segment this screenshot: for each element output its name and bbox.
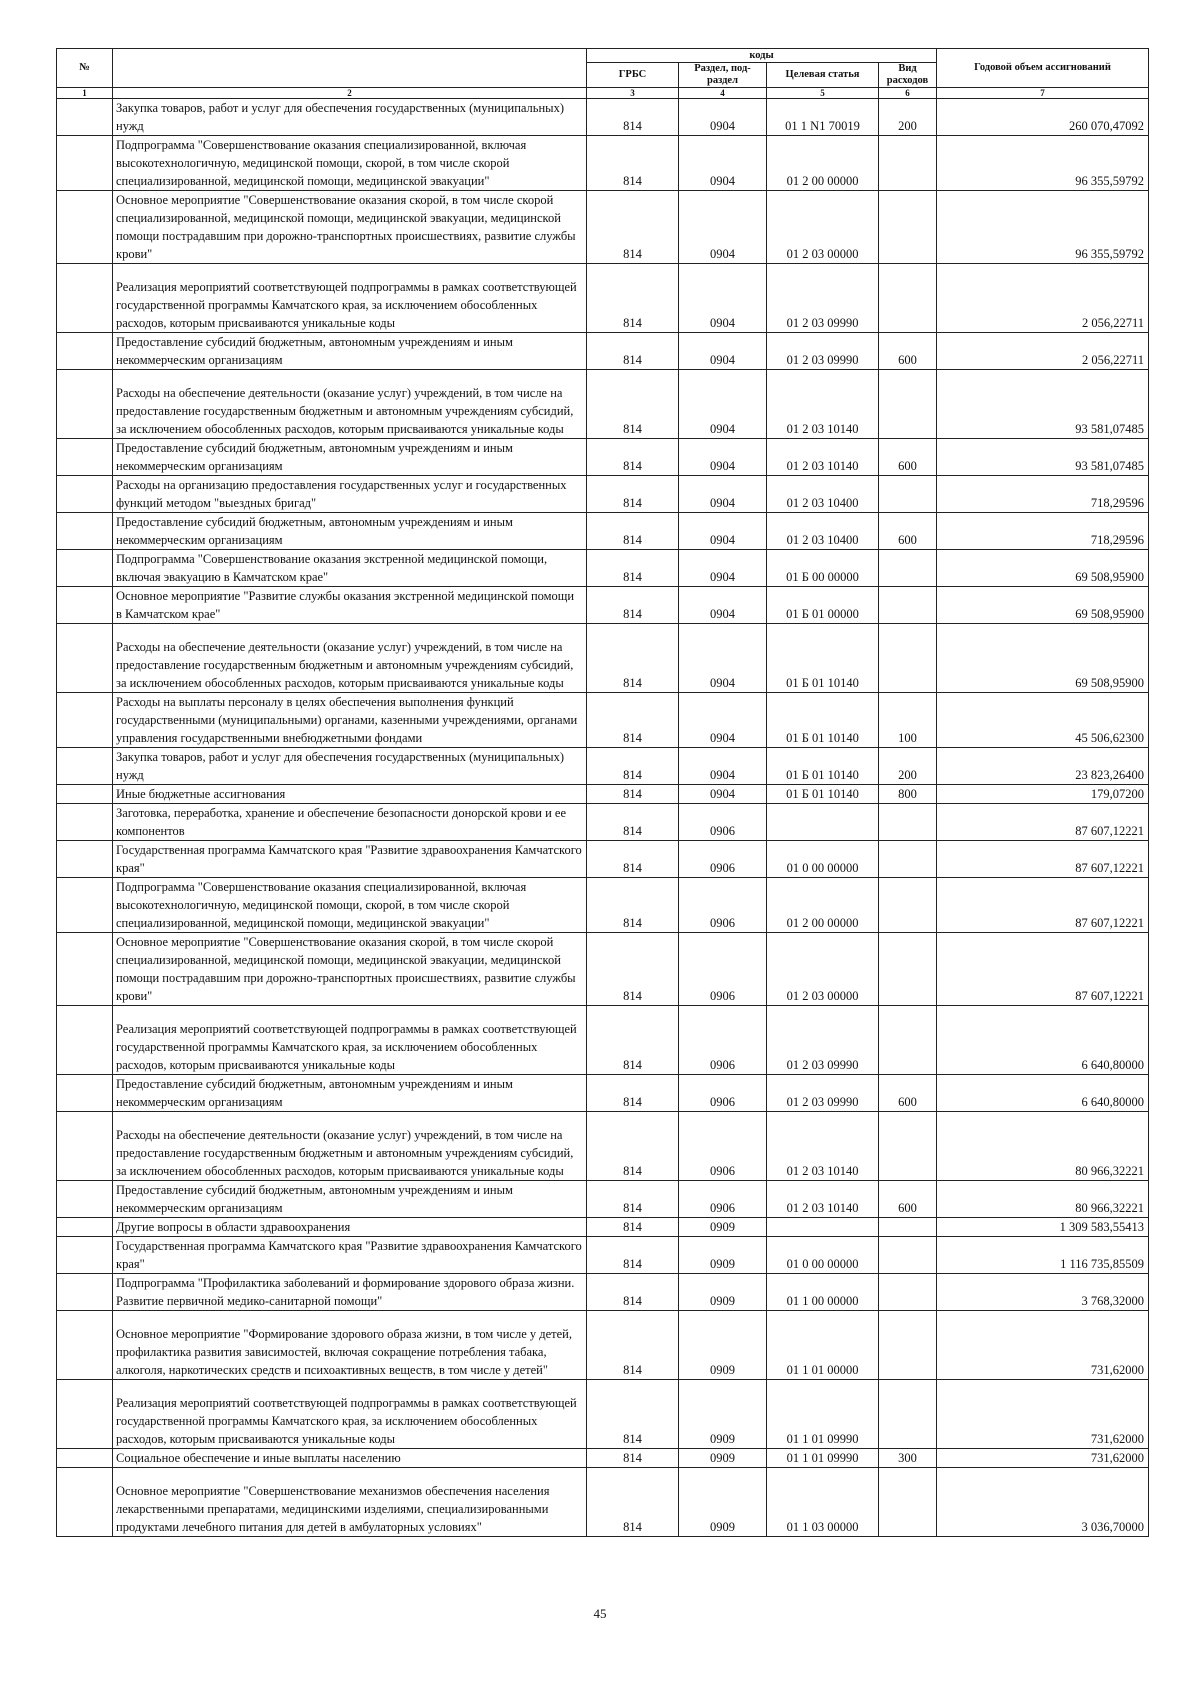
cell-description: Закупка товаров, работ и услуг для обеспечения государственных (муниципальных) нужд bbox=[113, 99, 587, 136]
cell-target-article: 01 0 00 00000 bbox=[767, 1237, 879, 1274]
cell-expense-type: 200 bbox=[879, 99, 937, 136]
cell-razdel: 0906 bbox=[679, 1006, 767, 1075]
cell-grbs: 814 bbox=[587, 693, 679, 748]
cell-description: Расходы на выплаты персоналу в целях обеспечения выполнения функций государственными (муниципальными) органами, казенными учреждениями, органами управления государственными внебюджетными фондами bbox=[113, 693, 587, 748]
cell-target-article: 01 1 03 00000 bbox=[767, 1468, 879, 1537]
cell-razdel: 0904 bbox=[679, 693, 767, 748]
cell-grbs: 814 bbox=[587, 191, 679, 264]
cell-expense-type: 600 bbox=[879, 513, 937, 550]
cell-target-article: 01 Б 01 00000 bbox=[767, 587, 879, 624]
cell-grbs: 814 bbox=[587, 476, 679, 513]
table-row bbox=[57, 785, 1149, 804]
cell-no bbox=[57, 1218, 113, 1237]
cell-expense-type bbox=[879, 264, 937, 333]
cell-grbs: 814 bbox=[587, 513, 679, 550]
cell-no bbox=[57, 1181, 113, 1218]
cell-description: Основное мероприятие "Формирование здорового образа жизни, в том числе у детей, профилактика развития зависимостей, включая сокращение потребления табака, алкоголя, наркотических средств и психоактивных веществ, в том числе у детей" bbox=[113, 1311, 587, 1380]
table-body bbox=[57, 99, 1149, 1537]
cell-description: Иные бюджетные ассигнования bbox=[113, 785, 587, 804]
cell-grbs: 814 bbox=[587, 1311, 679, 1380]
table-row bbox=[57, 748, 1149, 785]
cell-amount: 260 070,47092 bbox=[937, 99, 1149, 136]
cell-amount: 87 607,12221 bbox=[937, 804, 1149, 841]
cell-expense-type bbox=[879, 1311, 937, 1380]
cell-grbs: 814 bbox=[587, 439, 679, 476]
cell-amount: 69 508,95900 bbox=[937, 624, 1149, 693]
cell-description: Подпрограмма "Совершенствование оказания специализированной, включая высокотехнологичную, медицинской помощи, скорой, в том числе скорой специализированной, медицинской помощи, медицинской эвакуации" bbox=[113, 878, 587, 933]
cell-razdel: 0906 bbox=[679, 1112, 767, 1181]
cell-amount: 87 607,12221 bbox=[937, 841, 1149, 878]
header-amount: Годовой объем ассигнований bbox=[937, 49, 1149, 88]
cell-no bbox=[57, 550, 113, 587]
table-row bbox=[57, 1075, 1149, 1112]
cell-target-article: 01 0 00 00000 bbox=[767, 841, 879, 878]
cell-expense-type: 600 bbox=[879, 333, 937, 370]
header-description bbox=[113, 49, 587, 88]
cell-expense-type bbox=[879, 476, 937, 513]
cell-grbs: 814 bbox=[587, 804, 679, 841]
table-row bbox=[57, 476, 1149, 513]
cell-amount: 718,29596 bbox=[937, 513, 1149, 550]
cell-amount: 731,62000 bbox=[937, 1311, 1149, 1380]
cell-razdel: 0904 bbox=[679, 476, 767, 513]
page-number: 45 bbox=[593, 1606, 607, 1621]
header-target-article: Целевая статья bbox=[767, 63, 879, 88]
cell-expense-type bbox=[879, 933, 937, 1006]
cell-grbs: 814 bbox=[587, 1218, 679, 1237]
cell-amount: 731,62000 bbox=[937, 1380, 1149, 1449]
cell-description: Расходы на обеспечение деятельности (оказание услуг) учреждений, в том числе на предоставление государственным бюджетным и автономным учреждениям субсидий, за исключением обособленных расходов, которым присваиваются уникальные коды bbox=[113, 1112, 587, 1181]
cell-target-article: 01 2 03 09990 bbox=[767, 1075, 879, 1112]
cell-target-article: 01 Б 01 10140 bbox=[767, 624, 879, 693]
table-row bbox=[57, 624, 1149, 693]
cell-expense-type bbox=[879, 624, 937, 693]
cell-razdel: 0906 bbox=[679, 1075, 767, 1112]
cell-razdel: 0909 bbox=[679, 1218, 767, 1237]
cell-grbs: 814 bbox=[587, 370, 679, 439]
cell-no bbox=[57, 1311, 113, 1380]
cell-amount: 45 506,62300 bbox=[937, 693, 1149, 748]
cell-target-article: 01 Б 01 10140 bbox=[767, 748, 879, 785]
cell-target-article: 01 Б 01 10140 bbox=[767, 693, 879, 748]
table-row bbox=[57, 1311, 1149, 1380]
cell-no bbox=[57, 1006, 113, 1075]
header-razdel: Раздел, под-раздел bbox=[679, 63, 767, 88]
cell-grbs: 814 bbox=[587, 1112, 679, 1181]
cell-grbs: 814 bbox=[587, 1274, 679, 1311]
header-grbs: ГРБС bbox=[587, 63, 679, 88]
colnum-5: 5 bbox=[767, 88, 879, 99]
table-row bbox=[57, 439, 1149, 476]
cell-amount: 96 355,59792 bbox=[937, 136, 1149, 191]
cell-amount: 6 640,80000 bbox=[937, 1075, 1149, 1112]
cell-razdel: 0906 bbox=[679, 1181, 767, 1218]
table-row bbox=[57, 1274, 1149, 1311]
cell-razdel: 0906 bbox=[679, 804, 767, 841]
cell-description: Основное мероприятие "Совершенствование оказания скорой, в том числе скорой специализированной, медицинской помощи, медицинской эвакуации, медицинской помощи пострадавшим при дорожно-транспортных происшествиях, развитие службы крови" bbox=[113, 933, 587, 1006]
cell-expense-type: 600 bbox=[879, 1075, 937, 1112]
cell-razdel: 0904 bbox=[679, 264, 767, 333]
cell-no bbox=[57, 624, 113, 693]
cell-target-article: 01 2 03 09990 bbox=[767, 264, 879, 333]
colnum-7: 7 bbox=[937, 88, 1149, 99]
table-row bbox=[57, 1449, 1149, 1468]
cell-no bbox=[57, 333, 113, 370]
cell-no bbox=[57, 878, 113, 933]
cell-razdel: 0904 bbox=[679, 513, 767, 550]
cell-razdel: 0909 bbox=[679, 1311, 767, 1380]
cell-amount: 731,62000 bbox=[937, 1449, 1149, 1468]
cell-description: Государственная программа Камчатского края "Развитие здравоохранения Камчатского края" bbox=[113, 1237, 587, 1274]
cell-target-article: 01 2 03 10400 bbox=[767, 476, 879, 513]
cell-razdel: 0904 bbox=[679, 99, 767, 136]
cell-amount: 1 116 735,85509 bbox=[937, 1237, 1149, 1274]
table-row bbox=[57, 264, 1149, 333]
cell-no bbox=[57, 513, 113, 550]
cell-description: Реализация мероприятий соответствующей подпрограммы в рамках соответствующей государственной программы Камчатского края, за исключением обособленных расходов, которым присваиваются уникальные коды bbox=[113, 1006, 587, 1075]
cell-razdel: 0909 bbox=[679, 1274, 767, 1311]
cell-amount: 3 768,32000 bbox=[937, 1274, 1149, 1311]
cell-grbs: 814 bbox=[587, 550, 679, 587]
cell-no bbox=[57, 587, 113, 624]
table-row bbox=[57, 1218, 1149, 1237]
cell-razdel: 0904 bbox=[679, 748, 767, 785]
cell-description: Основное мероприятие "Совершенствование оказания скорой, в том числе скорой специализированной, медицинской помощи, медицинской эвакуации, медицинской помощи пострадавшим при дорожно-транспортных происшествиях, развитие службы крови" bbox=[113, 191, 587, 264]
cell-grbs: 814 bbox=[587, 99, 679, 136]
cell-target-article: 01 1 00 00000 bbox=[767, 1274, 879, 1311]
cell-target-article bbox=[767, 804, 879, 841]
cell-grbs: 814 bbox=[587, 878, 679, 933]
header-no: № bbox=[57, 49, 113, 88]
cell-razdel: 0909 bbox=[679, 1237, 767, 1274]
cell-description: Заготовка, переработка, хранение и обеспечение безопасности донорской крови и ее компонентов bbox=[113, 804, 587, 841]
cell-expense-type bbox=[879, 841, 937, 878]
cell-target-article: 01 2 03 09990 bbox=[767, 333, 879, 370]
cell-grbs: 814 bbox=[587, 1237, 679, 1274]
budget-table bbox=[56, 48, 1149, 1537]
cell-description: Подпрограмма "Совершенствование оказания экстренной медицинской помощи, включая эвакуацию в Камчатском крае" bbox=[113, 550, 587, 587]
cell-grbs: 814 bbox=[587, 748, 679, 785]
cell-description: Подпрограмма "Совершенствование оказания специализированной, включая высокотехнологичную, медицинской помощи, скорой, в том числе скорой специализированной, медицинской помощи, медицинской эвакуации" bbox=[113, 136, 587, 191]
cell-amount: 87 607,12221 bbox=[937, 878, 1149, 933]
cell-target-article: 01 2 03 10400 bbox=[767, 513, 879, 550]
cell-description: Предоставление субсидий бюджетным, автономным учреждениям и иным некоммерческим организациям bbox=[113, 513, 587, 550]
cell-description: Реализация мероприятий соответствующей подпрограммы в рамках соответствующей государственной программы Камчатского края, за исключением обособленных расходов, которым присваиваются уникальные коды bbox=[113, 1380, 587, 1449]
cell-grbs: 814 bbox=[587, 841, 679, 878]
cell-amount: 6 640,80000 bbox=[937, 1006, 1149, 1075]
cell-razdel: 0909 bbox=[679, 1468, 767, 1537]
cell-no bbox=[57, 1237, 113, 1274]
cell-expense-type bbox=[879, 136, 937, 191]
cell-amount: 96 355,59792 bbox=[937, 191, 1149, 264]
cell-description: Основное мероприятие "Совершенствование механизмов обеспечения населения лекарственными препаратами, медицинскими изделиями, специализированными продуктами лечебного питания для детей в амбулаторных условиях" bbox=[113, 1468, 587, 1537]
cell-expense-type: 600 bbox=[879, 439, 937, 476]
cell-amount: 87 607,12221 bbox=[937, 933, 1149, 1006]
cell-expense-type: 600 bbox=[879, 1181, 937, 1218]
colnum-1: 1 bbox=[57, 88, 113, 99]
cell-expense-type bbox=[879, 550, 937, 587]
table-row bbox=[57, 370, 1149, 439]
cell-target-article: 01 1 N1 70019 bbox=[767, 99, 879, 136]
table-row bbox=[57, 99, 1149, 136]
cell-no bbox=[57, 748, 113, 785]
cell-grbs: 814 bbox=[587, 264, 679, 333]
cell-razdel: 0906 bbox=[679, 841, 767, 878]
cell-amount: 93 581,07485 bbox=[937, 370, 1149, 439]
cell-expense-type bbox=[879, 1006, 937, 1075]
cell-description: Реализация мероприятий соответствующей подпрограммы в рамках соответствующей государственной программы Камчатского края, за исключением обособленных расходов, которым присваиваются уникальные коды bbox=[113, 264, 587, 333]
cell-amount: 23 823,26400 bbox=[937, 748, 1149, 785]
cell-no bbox=[57, 370, 113, 439]
table-row bbox=[57, 1380, 1149, 1449]
cell-target-article: 01 2 03 00000 bbox=[767, 191, 879, 264]
cell-expense-type: 200 bbox=[879, 748, 937, 785]
table-row bbox=[57, 550, 1149, 587]
cell-target-article: 01 Б 01 10140 bbox=[767, 785, 879, 804]
cell-description: Расходы на обеспечение деятельности (оказание услуг) учреждений, в том числе на предоставление государственным бюджетным и автономным учреждениям субсидий, за исключением обособленных расходов, которым присваиваются уникальные коды bbox=[113, 370, 587, 439]
cell-razdel: 0904 bbox=[679, 624, 767, 693]
table-row bbox=[57, 804, 1149, 841]
cell-no bbox=[57, 693, 113, 748]
cell-expense-type bbox=[879, 1112, 937, 1181]
colnum-6: 6 bbox=[879, 88, 937, 99]
colnum-3: 3 bbox=[587, 88, 679, 99]
header-codes: коды bbox=[587, 49, 937, 63]
cell-description: Предоставление субсидий бюджетным, автономным учреждениям и иным некоммерческим организациям bbox=[113, 439, 587, 476]
table-header bbox=[57, 49, 1149, 99]
table-row bbox=[57, 1006, 1149, 1075]
cell-target-article: 01 1 01 09990 bbox=[767, 1449, 879, 1468]
cell-razdel: 0904 bbox=[679, 370, 767, 439]
cell-description: Расходы на обеспечение деятельности (оказание услуг) учреждений, в том числе на предоставление государственным бюджетным и автономным учреждениям субсидий, за исключением обособленных расходов, которым присваиваются уникальные коды bbox=[113, 624, 587, 693]
cell-description: Предоставление субсидий бюджетным, автономным учреждениям и иным некоммерческим организациям bbox=[113, 1181, 587, 1218]
cell-no bbox=[57, 439, 113, 476]
cell-amount: 69 508,95900 bbox=[937, 587, 1149, 624]
cell-expense-type: 100 bbox=[879, 693, 937, 748]
cell-amount: 2 056,22711 bbox=[937, 264, 1149, 333]
cell-target-article: 01 2 03 10140 bbox=[767, 1112, 879, 1181]
cell-target-article: 01 Б 00 00000 bbox=[767, 550, 879, 587]
colnum-2: 2 bbox=[113, 88, 587, 99]
cell-target-article: 01 2 00 00000 bbox=[767, 878, 879, 933]
table-row bbox=[57, 136, 1149, 191]
cell-expense-type bbox=[879, 804, 937, 841]
cell-description: Социальное обеспечение и иные выплаты населению bbox=[113, 1449, 587, 1468]
cell-razdel: 0909 bbox=[679, 1380, 767, 1449]
cell-grbs: 814 bbox=[587, 933, 679, 1006]
header-expense-type: Вид расходов bbox=[879, 63, 937, 88]
cell-razdel: 0904 bbox=[679, 136, 767, 191]
cell-description: Подпрограмма "Профилактика заболеваний и формирование здорового образа жизни. Развитие первичной медико-санитарной помощи" bbox=[113, 1274, 587, 1311]
cell-no bbox=[57, 1075, 113, 1112]
cell-description: Основное мероприятие "Развитие службы оказания экстренной медицинской помощи в Камчатском крае" bbox=[113, 587, 587, 624]
cell-no bbox=[57, 136, 113, 191]
cell-grbs: 814 bbox=[587, 624, 679, 693]
cell-description: Закупка товаров, работ и услуг для обеспечения государственных (муниципальных) нужд bbox=[113, 748, 587, 785]
cell-grbs: 814 bbox=[587, 1449, 679, 1468]
table-row bbox=[57, 513, 1149, 550]
cell-no bbox=[57, 1274, 113, 1311]
cell-grbs: 814 bbox=[587, 136, 679, 191]
cell-description: Государственная программа Камчатского края "Развитие здравоохранения Камчатского края" bbox=[113, 841, 587, 878]
cell-no bbox=[57, 191, 113, 264]
cell-expense-type bbox=[879, 191, 937, 264]
cell-expense-type bbox=[879, 370, 937, 439]
cell-no bbox=[57, 264, 113, 333]
table-row bbox=[57, 191, 1149, 264]
cell-razdel: 0906 bbox=[679, 878, 767, 933]
cell-target-article: 01 1 01 00000 bbox=[767, 1311, 879, 1380]
cell-grbs: 814 bbox=[587, 587, 679, 624]
cell-razdel: 0906 bbox=[679, 933, 767, 1006]
cell-grbs: 814 bbox=[587, 1075, 679, 1112]
table-row bbox=[57, 693, 1149, 748]
cell-amount: 179,07200 bbox=[937, 785, 1149, 804]
cell-razdel: 0904 bbox=[679, 550, 767, 587]
cell-description: Предоставление субсидий бюджетным, автономным учреждениям и иным некоммерческим организациям bbox=[113, 333, 587, 370]
cell-no bbox=[57, 1468, 113, 1537]
table-row bbox=[57, 1112, 1149, 1181]
cell-no bbox=[57, 1380, 113, 1449]
cell-amount: 69 508,95900 bbox=[937, 550, 1149, 587]
cell-razdel: 0904 bbox=[679, 439, 767, 476]
cell-razdel: 0904 bbox=[679, 333, 767, 370]
cell-razdel: 0904 bbox=[679, 785, 767, 804]
cell-grbs: 814 bbox=[587, 1468, 679, 1537]
cell-target-article: 01 2 03 10140 bbox=[767, 370, 879, 439]
document-page bbox=[56, 48, 1148, 1537]
cell-grbs: 814 bbox=[587, 1380, 679, 1449]
cell-grbs: 814 bbox=[587, 333, 679, 370]
cell-grbs: 814 bbox=[587, 785, 679, 804]
cell-amount: 93 581,07485 bbox=[937, 439, 1149, 476]
cell-amount: 3 036,70000 bbox=[937, 1468, 1149, 1537]
colnum-4: 4 bbox=[679, 88, 767, 99]
cell-target-article: 01 2 00 00000 bbox=[767, 136, 879, 191]
cell-razdel: 0909 bbox=[679, 1449, 767, 1468]
cell-expense-type bbox=[879, 1237, 937, 1274]
cell-razdel: 0904 bbox=[679, 191, 767, 264]
table-row bbox=[57, 841, 1149, 878]
cell-no bbox=[57, 1112, 113, 1181]
cell-target-article: 01 2 03 10140 bbox=[767, 1181, 879, 1218]
cell-description: Расходы на организацию предоставления государственных услуг и государственных функций методом "выездных бригад" bbox=[113, 476, 587, 513]
cell-razdel: 0904 bbox=[679, 587, 767, 624]
cell-target-article: 01 1 01 09990 bbox=[767, 1380, 879, 1449]
cell-expense-type bbox=[879, 1468, 937, 1537]
cell-description: Другие вопросы в области здравоохранения bbox=[113, 1218, 587, 1237]
cell-target-article: 01 2 03 09990 bbox=[767, 1006, 879, 1075]
cell-no bbox=[57, 476, 113, 513]
cell-amount: 718,29596 bbox=[937, 476, 1149, 513]
cell-target-article: 01 2 03 10140 bbox=[767, 439, 879, 476]
cell-grbs: 814 bbox=[587, 1181, 679, 1218]
table-row bbox=[57, 333, 1149, 370]
cell-expense-type bbox=[879, 1218, 937, 1237]
cell-no bbox=[57, 804, 113, 841]
cell-expense-type bbox=[879, 1274, 937, 1311]
cell-no bbox=[57, 933, 113, 1006]
table-row bbox=[57, 1237, 1149, 1274]
cell-amount: 80 966,32221 bbox=[937, 1112, 1149, 1181]
cell-expense-type: 800 bbox=[879, 785, 937, 804]
cell-amount: 2 056,22711 bbox=[937, 333, 1149, 370]
cell-description: Предоставление субсидий бюджетным, автономным учреждениям и иным некоммерческим организациям bbox=[113, 1075, 587, 1112]
cell-grbs: 814 bbox=[587, 1006, 679, 1075]
cell-expense-type: 300 bbox=[879, 1449, 937, 1468]
cell-amount: 1 309 583,55413 bbox=[937, 1218, 1149, 1237]
cell-expense-type bbox=[879, 878, 937, 933]
table-row bbox=[57, 878, 1149, 933]
cell-no bbox=[57, 841, 113, 878]
cell-no bbox=[57, 99, 113, 136]
cell-target-article bbox=[767, 1218, 879, 1237]
table-row bbox=[57, 587, 1149, 624]
table-row bbox=[57, 1468, 1149, 1537]
cell-expense-type bbox=[879, 1380, 937, 1449]
cell-expense-type bbox=[879, 587, 937, 624]
cell-no bbox=[57, 1449, 113, 1468]
cell-amount: 80 966,32221 bbox=[937, 1181, 1149, 1218]
table-row bbox=[57, 1181, 1149, 1218]
table-row bbox=[57, 933, 1149, 1006]
cell-no bbox=[57, 785, 113, 804]
cell-target-article: 01 2 03 00000 bbox=[767, 933, 879, 1006]
